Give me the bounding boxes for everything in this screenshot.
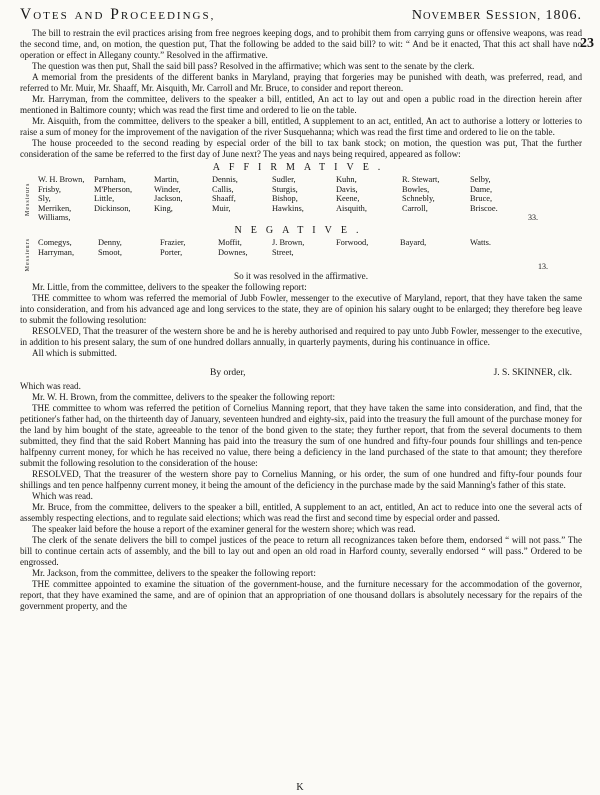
vote-column bbox=[336, 175, 402, 223]
member-name: Davis, bbox=[336, 184, 358, 194]
signature-mark: K bbox=[296, 782, 304, 793]
negative-heading: NEGATIVE. bbox=[234, 224, 368, 236]
member-name: Denny, bbox=[98, 237, 122, 247]
vote-column bbox=[272, 175, 336, 223]
vote-column bbox=[336, 238, 400, 271]
paragraph: Mr. Little, from the committee, delivers to the speaker the following report: bbox=[32, 282, 307, 293]
member-name: Porter, bbox=[160, 247, 183, 257]
member-name: Jackson, bbox=[154, 194, 183, 204]
member-name: Little, bbox=[94, 194, 115, 204]
paragraph: The house proceeded to the second reading by especial order of the bill to tax bank stock; on motion, the question was put, That the further consideration of the same be referred to the first day of June next? The yeas and nays being required, appeared as follow: bbox=[20, 138, 582, 159]
member-name: Callis, bbox=[212, 184, 234, 194]
member-name: Williams, bbox=[38, 213, 71, 223]
member-name: R. Stewart, bbox=[402, 175, 440, 184]
paragraph: RESOLVED, That the treasurer of the western shore pay to Cornelius Manning, or his order, the sum of one hundred and fifty-four pounds four shillings and ten pence halfpenny current money, it being the amount of the deficiency in the purchase made by the said Manning's father of this state. bbox=[20, 469, 582, 491]
paragraph: The speaker laid before the house a report of the examiner general for the western shore; which was read. bbox=[32, 524, 416, 535]
negative-count: 13. bbox=[538, 261, 548, 271]
vote-column bbox=[272, 238, 336, 271]
member-name: Frisby, bbox=[38, 184, 61, 194]
member-name: Moffit, bbox=[218, 237, 242, 247]
member-name: King, bbox=[154, 203, 173, 213]
vote-result: So it was resolved in the affirmative. bbox=[234, 271, 368, 282]
member-name: Muir, bbox=[212, 203, 231, 213]
affirmative-heading: AFFIRMATIVE. bbox=[212, 162, 390, 173]
member-name: Keene, bbox=[336, 194, 360, 204]
member-name: Dennis, bbox=[212, 175, 238, 184]
member-name: Frazier, bbox=[160, 237, 186, 247]
member-name: Hawkins, bbox=[272, 203, 304, 213]
clerk-name: J. S. SKINNER, clk. bbox=[493, 368, 572, 379]
member-name: Harryman, bbox=[38, 247, 75, 257]
member-name: Shaaff, bbox=[212, 194, 236, 204]
page-number: 23 bbox=[580, 36, 594, 51]
member-name: Martin, bbox=[154, 175, 179, 184]
paragraph: The question was then put, Shall the said bill pass? Resolved in the affirmative; which was sent to the senate by the clerk. bbox=[32, 61, 475, 71]
paragraph: Which was read. bbox=[20, 381, 81, 392]
member-name: Bayard, bbox=[400, 237, 427, 247]
member-name: Street, bbox=[272, 247, 294, 257]
paragraph: THE committee to whom was referred the petition of Cornelius Manning report, that they have taken the same into consideration, and find, that the petitioner's father had, on the thirteenth day of January, seventeen hundred and eighty-six, paid into the treasury the full amount of the purchase money for the land by him bought of the state, agreeable to the tenor of the bond given to the state; they further report, that from the several documents to them submitted, they find that the said Robert Manning has paid into the treasury the sum of one hundred and fifty-four pounds four shillings and ten-pence halfpenny current money, for which he has received no value, there being a deficiency in the land purchased of the state to that amount; they therefore submit the following resolution to the consideration of the house: bbox=[20, 403, 582, 469]
paragraph: The bill to restrain the evil practices arising from free negroes keeping dogs, and to prohibit them from carrying guns or offensive weapons, was read the second time, and, on motion, the question put, That the following be added to the said bill? to wit: “ And be it enacted, That this act shall have no operation or effect in Allegany county.” Resolved in the affirmative. bbox=[20, 28, 582, 60]
member-name: Sly, bbox=[38, 194, 51, 204]
member-name: Merriken, bbox=[38, 203, 72, 213]
member-name: Downes, bbox=[218, 247, 248, 257]
page-header bbox=[20, 6, 582, 28]
paragraph: RESOLVED, That the treasurer of the western shore be and he is hereby authorised and required to pay unto Jubb Fowler, messenger to the executive, in addition to his present salary, the sum of one hundred dollars annually, in quarterly payments, during his continuance in office. bbox=[20, 326, 582, 348]
member-name: Bruce, bbox=[470, 194, 493, 204]
member-name: Selby, bbox=[470, 175, 491, 184]
vote-column bbox=[38, 175, 94, 223]
vote-column bbox=[154, 175, 212, 223]
paragraph: Which was read. bbox=[32, 491, 93, 502]
vote-column bbox=[98, 238, 160, 271]
paragraph: All which is submitted. bbox=[32, 348, 117, 359]
member-name: Parnham, bbox=[94, 175, 126, 184]
member-name: Carroll, bbox=[402, 203, 428, 213]
member-name: Forwood, bbox=[336, 237, 369, 247]
messieurs-label: Messieurs bbox=[25, 182, 31, 216]
member-name: Briscoe. bbox=[470, 203, 498, 213]
vote-column bbox=[160, 238, 218, 271]
vote-column bbox=[400, 238, 470, 271]
member-name: W. H. Brown, bbox=[38, 175, 85, 184]
top-section bbox=[20, 28, 582, 160]
paragraph: Mr. Bruce, from the committee, delivers to the speaker a bill, entitled, A supplement to an act, entitled, An act to reduce into one the several acts of assembly respecting elections, and to regulate said elections; which was read the first and second time by especial order and passed. bbox=[20, 502, 582, 524]
signature-block bbox=[20, 367, 582, 379]
vote-column bbox=[218, 238, 272, 271]
paragraph: The clerk of the senate delivers the bill to compel justices of the peace to return all recognizances taken before them, endorsed “ will not pass.” The bill to continue certain acts of assembly, and the bill to lay out and open an old road in Harford county, severally endorsed “ will pass.” Ordered to be engrossed. bbox=[20, 535, 582, 568]
member-name: Sturgis, bbox=[272, 184, 298, 194]
session-label: NOVEMBER SESSION, 1806. bbox=[411, 8, 582, 23]
member-name: Comegys, bbox=[38, 237, 72, 247]
member-name: Winder, bbox=[154, 184, 181, 194]
vote-column bbox=[38, 238, 98, 271]
messieurs-label: Messieurs bbox=[25, 237, 31, 272]
middle-section bbox=[20, 282, 582, 359]
vote-column bbox=[94, 175, 154, 223]
paragraph: Mr. Aisquith, from the committee, delivers to the speaker a bill, entitled, A supplement to an act, entitled, An act to authorise a lottery or lotteries to raise a sum of money for the improvement of the navigation of the river Susquehanna; which was read the first time and ordered to lie on the table. bbox=[20, 116, 582, 137]
affirmative-count: 33. bbox=[528, 213, 538, 223]
session-year: 1806. bbox=[545, 8, 582, 23]
member-name: Kuhn, bbox=[336, 175, 357, 184]
member-name: Dickinson, bbox=[94, 203, 131, 213]
paragraph: Mr. W. H. Brown, from the committee, delivers to the speaker the following report: bbox=[32, 392, 336, 403]
member-name: Watts. bbox=[470, 237, 491, 247]
vote-column bbox=[212, 175, 272, 223]
member-name: Dame, bbox=[470, 184, 493, 194]
running-title: VOTES AND PROCEEDINGS, bbox=[20, 6, 216, 23]
paragraph: THE committee appointed to examine the situation of the government-house, and the furniture necessary for the accommodation of the governor, report, that they have examined the same, and are of opinion that an appropriation of one thousand dollars is absolutely necessary for the repairs of the government property, and the bbox=[20, 579, 582, 612]
member-name: J. Brown, bbox=[272, 237, 305, 247]
member-name: Bishop, bbox=[272, 194, 298, 204]
negative-vote-list bbox=[24, 238, 582, 271]
paragraph: Mr. Jackson, from the committee, delivers to the speaker the following report: bbox=[32, 568, 316, 579]
vote-column bbox=[470, 175, 528, 223]
member-name: Smoot, bbox=[98, 247, 122, 257]
vote-column bbox=[470, 238, 538, 271]
member-name: Bowles, bbox=[402, 184, 430, 194]
by-order: By order, bbox=[210, 368, 246, 379]
paragraph: Mr. Harryman, from the committee, delivers to the speaker a bill, entitled, An act to lay out and open a public road in the direction herein after mentioned in Baltimore county; which was read the first time and ordered to lie on the table. bbox=[20, 94, 582, 115]
member-name: Schnebly, bbox=[402, 194, 435, 204]
paragraph: A memorial from the presidents of the different banks in Maryland, praying that forgeries may be punished with death, was preferred, read, and referred to Mr. Muir, Mr. Shaaff, Mr. Aisquith, Mr. Carroll and Mr. Bruce, to consider and report thereon. bbox=[20, 72, 582, 93]
member-name: M'Pherson, bbox=[94, 184, 133, 194]
member-name: Sudler, bbox=[272, 175, 296, 184]
bottom-section bbox=[20, 381, 582, 612]
affirmative-vote-list bbox=[24, 175, 582, 223]
vote-column bbox=[402, 175, 470, 223]
member-name: Aisquith, bbox=[336, 203, 367, 213]
paragraph: THE committee to whom was referred the memorial of Jubb Fowler, messenger to the executive of Maryland, report, that they have taken the same into consideration, and from his advanced age and long services to the state, they are of opinion his salary ought to be enlarged; they therefore beg leave to submit the following resolution: bbox=[20, 293, 582, 326]
